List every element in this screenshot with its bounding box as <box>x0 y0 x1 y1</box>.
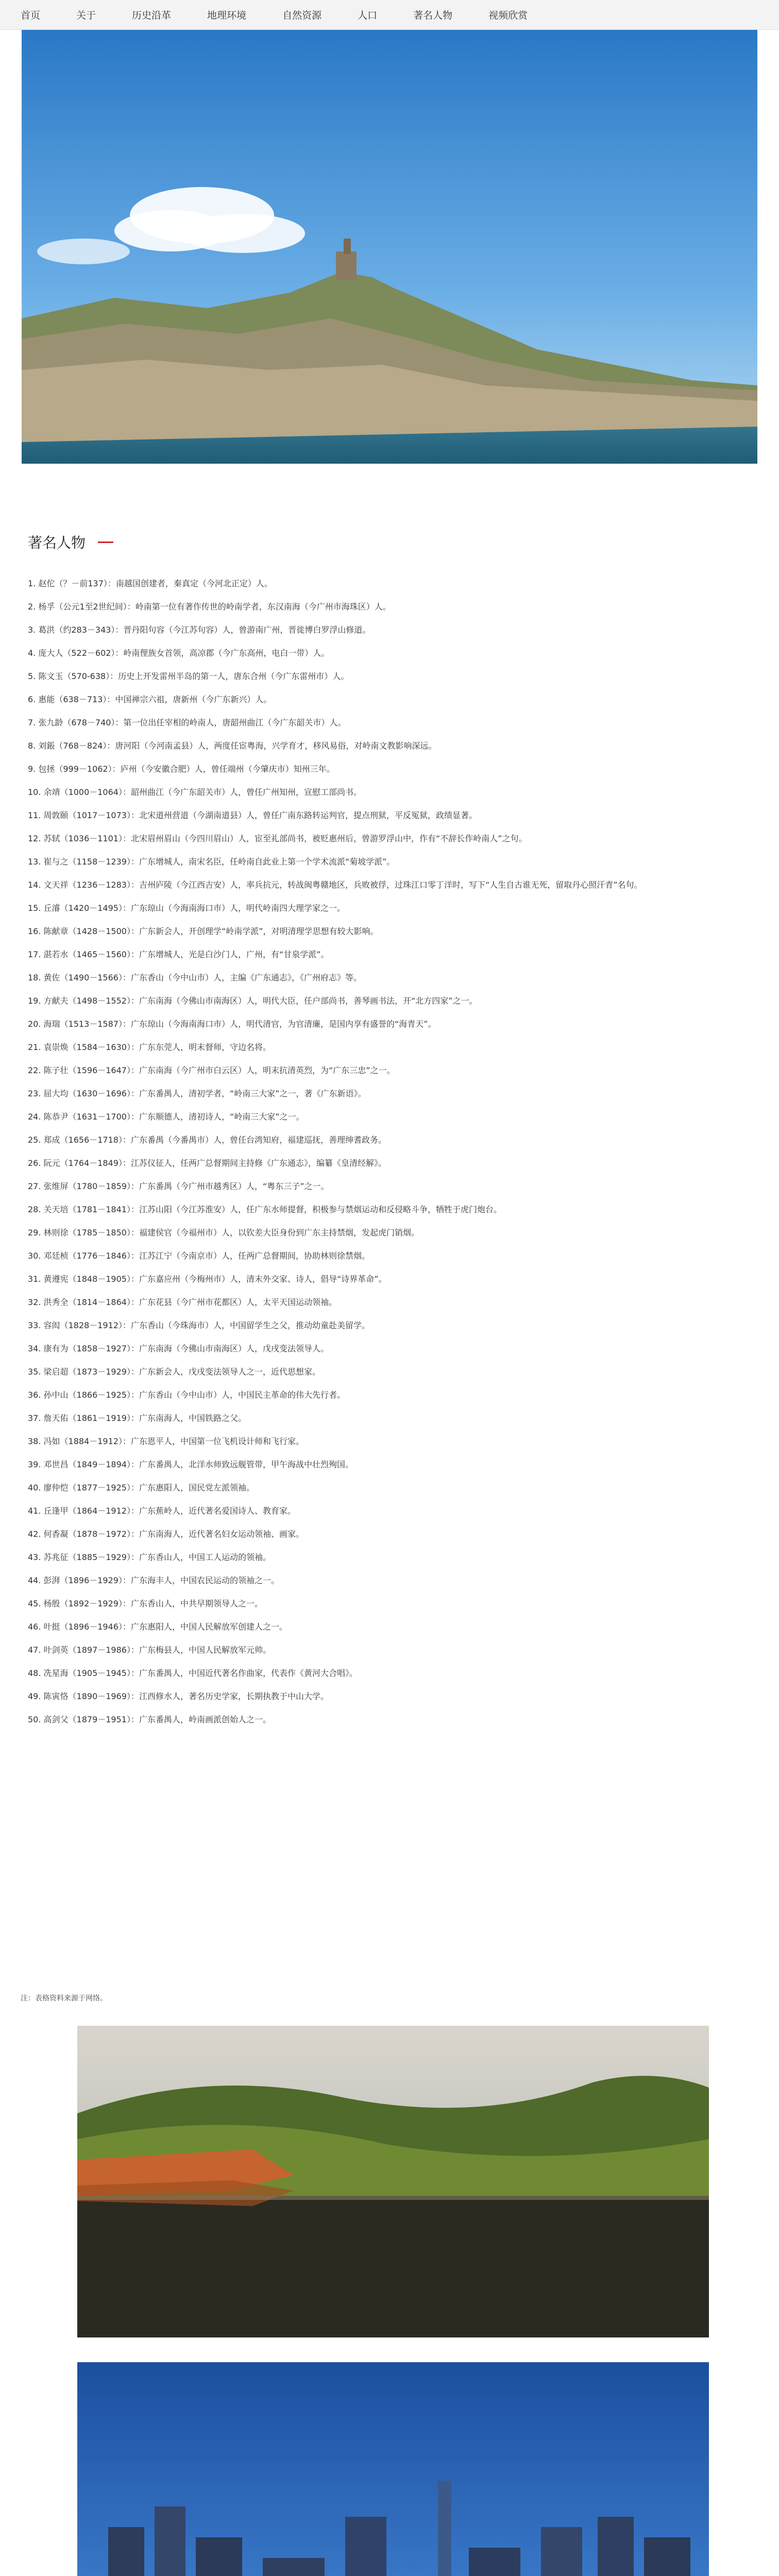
hero-image <box>22 30 757 464</box>
person-item: 35. 梁启超（1873－1929）：广东新会人，戊戌变法领导人之一，近代思想家。 <box>28 1367 320 1377</box>
person-item: 22. 陈子壮（1596－1647）：广东南海（今广州市白云区）人，明末抗清英烈，为“广东三忠”之一。 <box>28 1065 395 1075</box>
person-item: 25. 郑成（1656－1718）：广东番禺（今番禺市）人，曾任台湾知府，福建巡抚，善理绅耆政务。 <box>28 1135 386 1145</box>
person-item: 27. 张维屏（1780－1859）：广东番禺（今广州市越秀区）人，“粤东三子”之一。 <box>28 1181 329 1191</box>
photo-lake-forest <box>77 2026 709 2337</box>
person-item: 46. 叶挺（1896－1946）：广东惠阳人，中国人民解放军创建人之一。 <box>28 1622 287 1632</box>
person-item: 18. 黄佐（1490－1566）：广东香山（今中山市）人，主编《广东通志》，《广州府志》等。 <box>28 973 362 982</box>
person-item: 40. 廖仲恺（1877－1925）：广东惠阳人，国民党左派领袖。 <box>28 1483 255 1493</box>
person-item: 24. 陈恭尹（1631－1700）：广东顺德人，清初诗人，“岭南三大家”之一。 <box>28 1112 304 1122</box>
person-item: 1. 赵佗（？－前137）：南越国创建者，秦真定（今河北正定）人。 <box>28 579 273 588</box>
person-item: 9. 包拯（999－1062）：庐州（今安徽合肥）人，曾任端州（今肇庆市）知州三年。 <box>28 764 335 774</box>
people-list <box>28 577 749 1736</box>
person-item: 15. 丘濬（1420－1495）：广东琼山（今海南海口市）人，明代岭南四大理学家之一。 <box>28 903 345 913</box>
person-item: 28. 关天培（1781－1841）：江苏山阳（今江苏淮安）人，任广东水师提督，积极参与禁烟运动和反侵略斗争，牺牲于虎门炮台。 <box>28 1205 502 1214</box>
nav-item-home[interactable]: 首页 <box>21 10 41 21</box>
person-item: 6. 惠能（638－713）：中国禅宗六祖，唐新州（今广东新兴）人。 <box>28 694 272 704</box>
person-item: 3. 葛洪（约283－343）：晋丹阳句容（今江苏句容）人，曾游南广州，晋徙博白罗浮山修道。 <box>28 625 371 635</box>
section-title: 著名人物 <box>28 534 86 551</box>
person-item: 36. 孙中山（1866－1925）：广东香山（今中山市）人，中国民主革命的伟大先行者。 <box>28 1390 345 1400</box>
nav-item-people[interactable]: 著名人物 <box>413 10 453 21</box>
person-item: 12. 苏轼（1036－1101）：北宋眉州眉山（今四川眉山）人，宦至礼部尚书，被贬惠州后，曾游罗浮山中，作有“不辞长作岭南人”之句。 <box>28 834 527 843</box>
person-item: 41. 丘逢甲（1864－1912）：广东蕉岭人，近代著名爱国诗人、教育家。 <box>28 1506 296 1516</box>
source-note: 注：表格资料来源于网络。 <box>21 1994 107 2003</box>
nav-item-population[interactable]: 人口 <box>358 10 378 21</box>
person-item: 37. 詹天佑（1861－1919）：广东南海人，中国铁路之父。 <box>28 1413 246 1423</box>
person-item: 50. 高剑父（1879－1951）：广东番禺人，岭南画派创始人之一。 <box>28 1715 271 1724</box>
person-item: 14. 文天祥（1236－1283）：吉州庐陵（今江西吉安）人，率兵抗元，转战闽粤赣地区，兵败被俘，过珠江口零丁洋时，写下“人生自古谁无死，留取丹心照汗青”名句。 <box>28 880 642 890</box>
person-item: 11. 周敦颐（1017－1073）：北宋道州营道（今湖南道县）人，曾任广南东路转运判官，提点刑狱，平反冤狱，政绩显著。 <box>28 810 477 820</box>
person-item: 29. 林则徐（1785－1850）：福建侯官（今福州市）人，以钦差大臣身份到广东主持禁烟，发起虎门销烟。 <box>28 1228 419 1238</box>
person-item: 5. 陈文玉（570-638）：历史上开发雷州半岛的第一人，唐东合州（今广东雷州市）人。 <box>28 671 349 681</box>
person-item: 16. 陈献章（1428－1500）：广东新会人，开创理学“岭南学派”，对明清理学思想有较大影响。 <box>28 926 379 936</box>
person-item: 45. 杨殷（1892－1929）：广东香山人，中共早期领导人之一。 <box>28 1599 263 1608</box>
person-item: 20. 海瑞（1513－1587）：广东琼山（今海南海口市）人，明代清官，为官清廉，是国内享有盛誉的“海青天”。 <box>28 1019 436 1029</box>
photo-city-skyline <box>77 2362 709 2576</box>
person-item: 23. 屈大均（1630－1696）：广东番禺人，清初学者，“岭南三大家”之一，著《广东新语》。 <box>28 1089 366 1098</box>
title-accent-dash <box>98 541 113 543</box>
person-item: 21. 袁崇焕（1584－1630）：广东东莞人，明末督师，守边名将。 <box>28 1042 271 1052</box>
person-item: 43. 苏兆征（1885－1929）：广东香山人，中国工人运动的领袖。 <box>28 1552 271 1562</box>
nav-item-about[interactable]: 关于 <box>76 10 96 21</box>
person-item: 2. 杨孚（公元1至2世纪间）：岭南第一位有著作传世的岭南学者，东汉南海（今广州市海珠区）人。 <box>28 602 391 612</box>
person-item: 39. 邓世昌（1849－1894）：广东番禺人，北洋水师致远舰管带，甲午海战中壮烈殉国。 <box>28 1460 353 1469</box>
person-item: 33. 容闳（1828－1912）：广东香山（今珠海市）人，中国留学生之父，推动幼童赴美留学。 <box>28 1320 370 1330</box>
person-item: 32. 洪秀全（1814－1864）：广东花县（今广州市花都区）人，太平天国运动领袖。 <box>28 1297 337 1307</box>
top-nav <box>0 0 779 30</box>
person-item: 34. 康有为（1858－1927）：广东南海（今佛山市南海区）人，戊戌变法领导人。 <box>28 1344 329 1353</box>
person-item: 47. 叶剑英（1897－1986）：广东梅县人，中国人民解放军元帅。 <box>28 1645 271 1655</box>
person-item: 4. 庞大人（522－602）：岭南俚族女首领，高凉郡（今广东高州，电白一带）人。 <box>28 648 330 658</box>
person-item: 19. 方献夫（1498－1552）：广东南海（今佛山市南海区）人，明代大臣，任户部尚书，善琴画书法，开“北方四家”之一。 <box>28 996 478 1006</box>
city-skyline-night-photo-icon <box>77 2362 709 2576</box>
person-item: 49. 陈寅恪（1890－1969）：江西修水人，著名历史学家，长期执教于中山大学。 <box>28 1691 329 1701</box>
person-item: 7. 张九龄（678－740）：第一位出任宰相的岭南人，唐韶州曲江（今广东韶关市）人。 <box>28 718 346 727</box>
nav-item-geography[interactable]: 地理环境 <box>207 10 247 21</box>
person-item: 38. 冯如（1884－1912）：广东恩平人，中国第一位飞机设计师和飞行家。 <box>28 1436 304 1446</box>
person-item: 48. 冼星海（1905－1945）：广东番禺人，中国近代著名作曲家，代表作《黄河大合唱》。 <box>28 1668 358 1678</box>
person-item: 31. 黄遵宪（1848－1905）：广东嘉应州（今梅州市）人，清末外交家、诗人，倡导“诗界革命”。 <box>28 1274 387 1284</box>
person-item: 8. 刘鋹（768－824）：唐河阳（今河南孟县）人，两度任宦粤海，兴学育才，移风易俗，对岭南文教影响深远。 <box>28 741 437 751</box>
nav-item-videos[interactable]: 视频欣赏 <box>488 10 528 21</box>
person-item: 26. 阮元（1764－1849）：江苏仪征人，任两广总督期间主持修《广东通志》，编纂《皇清经解》。 <box>28 1158 386 1168</box>
lake-forest-photo-icon <box>77 2026 709 2337</box>
nav-item-history[interactable]: 历史沿革 <box>132 10 172 21</box>
person-item: 10. 余靖（1000－1064）：韶州曲江（今广东韶关市）人，曾任广州知州，宣慰工部尚书。 <box>28 787 362 797</box>
person-item: 13. 崔与之（1158－1239）：广东增城人，南宋名臣，任岭南自此业上第一个学术流派“菊坡学派”。 <box>28 857 395 867</box>
section-heading <box>28 532 113 552</box>
nav-item-resources[interactable]: 自然资源 <box>282 10 322 21</box>
landscape-photo-icon <box>22 30 757 464</box>
person-item: 30. 邓廷桢（1776－1846）：江苏江宁（今南京市）人，任两广总督期间，协助林则徐禁烟。 <box>28 1251 370 1261</box>
person-item: 44. 彭湃（1896－1929）：广东海丰人，中国农民运动的领袖之一。 <box>28 1575 279 1585</box>
person-item: 42. 何香凝（1878－1972）：广东南海人，近代著名妇女运动领袖、画家。 <box>28 1529 304 1539</box>
person-item: 17. 湛若水（1465－1560）：广东增城人，光是白沙门人，广州，有“甘泉学派”。 <box>28 950 329 959</box>
